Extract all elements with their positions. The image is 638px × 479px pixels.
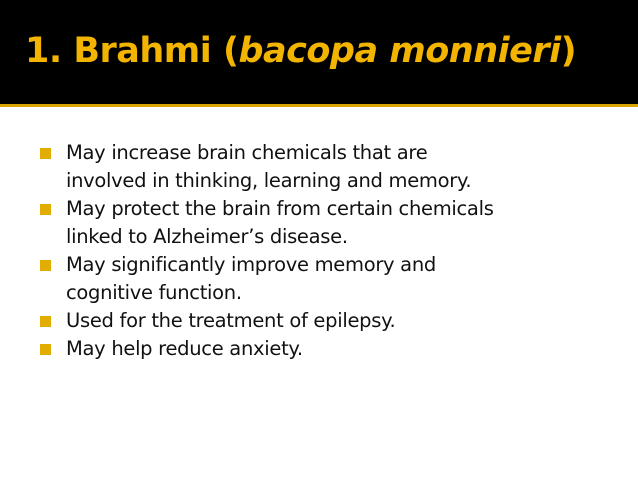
bullet-text: May increase brain chemicals that are (66, 141, 428, 164)
bullet-item (40, 335, 620, 363)
bullet-text-continued: linked to Alzheimer’s disease. (66, 225, 348, 248)
bullet-text: May help reduce anxiety. (66, 337, 303, 360)
bullet-list (40, 139, 620, 363)
title-text: 1. Brahmi ( (25, 31, 239, 71)
square-bullet-icon (40, 316, 51, 327)
slide-title (25, 28, 576, 74)
bullet-item (40, 307, 620, 335)
bullet-text: May protect the brain from certain chemicals (66, 197, 494, 220)
bullet-text-continued: cognitive function. (66, 281, 242, 304)
bullet-text-continued: involved in thinking, learning and memory. (66, 169, 472, 192)
square-bullet-icon (40, 344, 51, 355)
bullet-text: Used for the treatment of epilepsy. (66, 309, 396, 332)
title-closing: ) (560, 31, 577, 71)
title-divider (0, 104, 638, 107)
square-bullet-icon (40, 148, 51, 159)
bullet-text: May significantly improve memory and (66, 253, 436, 276)
bullet-item (40, 251, 620, 307)
title-latin-name: bacopa monnieri (238, 31, 561, 71)
bullet-item (40, 139, 620, 195)
square-bullet-icon (40, 204, 51, 215)
bullet-item (40, 195, 620, 251)
square-bullet-icon (40, 260, 51, 271)
